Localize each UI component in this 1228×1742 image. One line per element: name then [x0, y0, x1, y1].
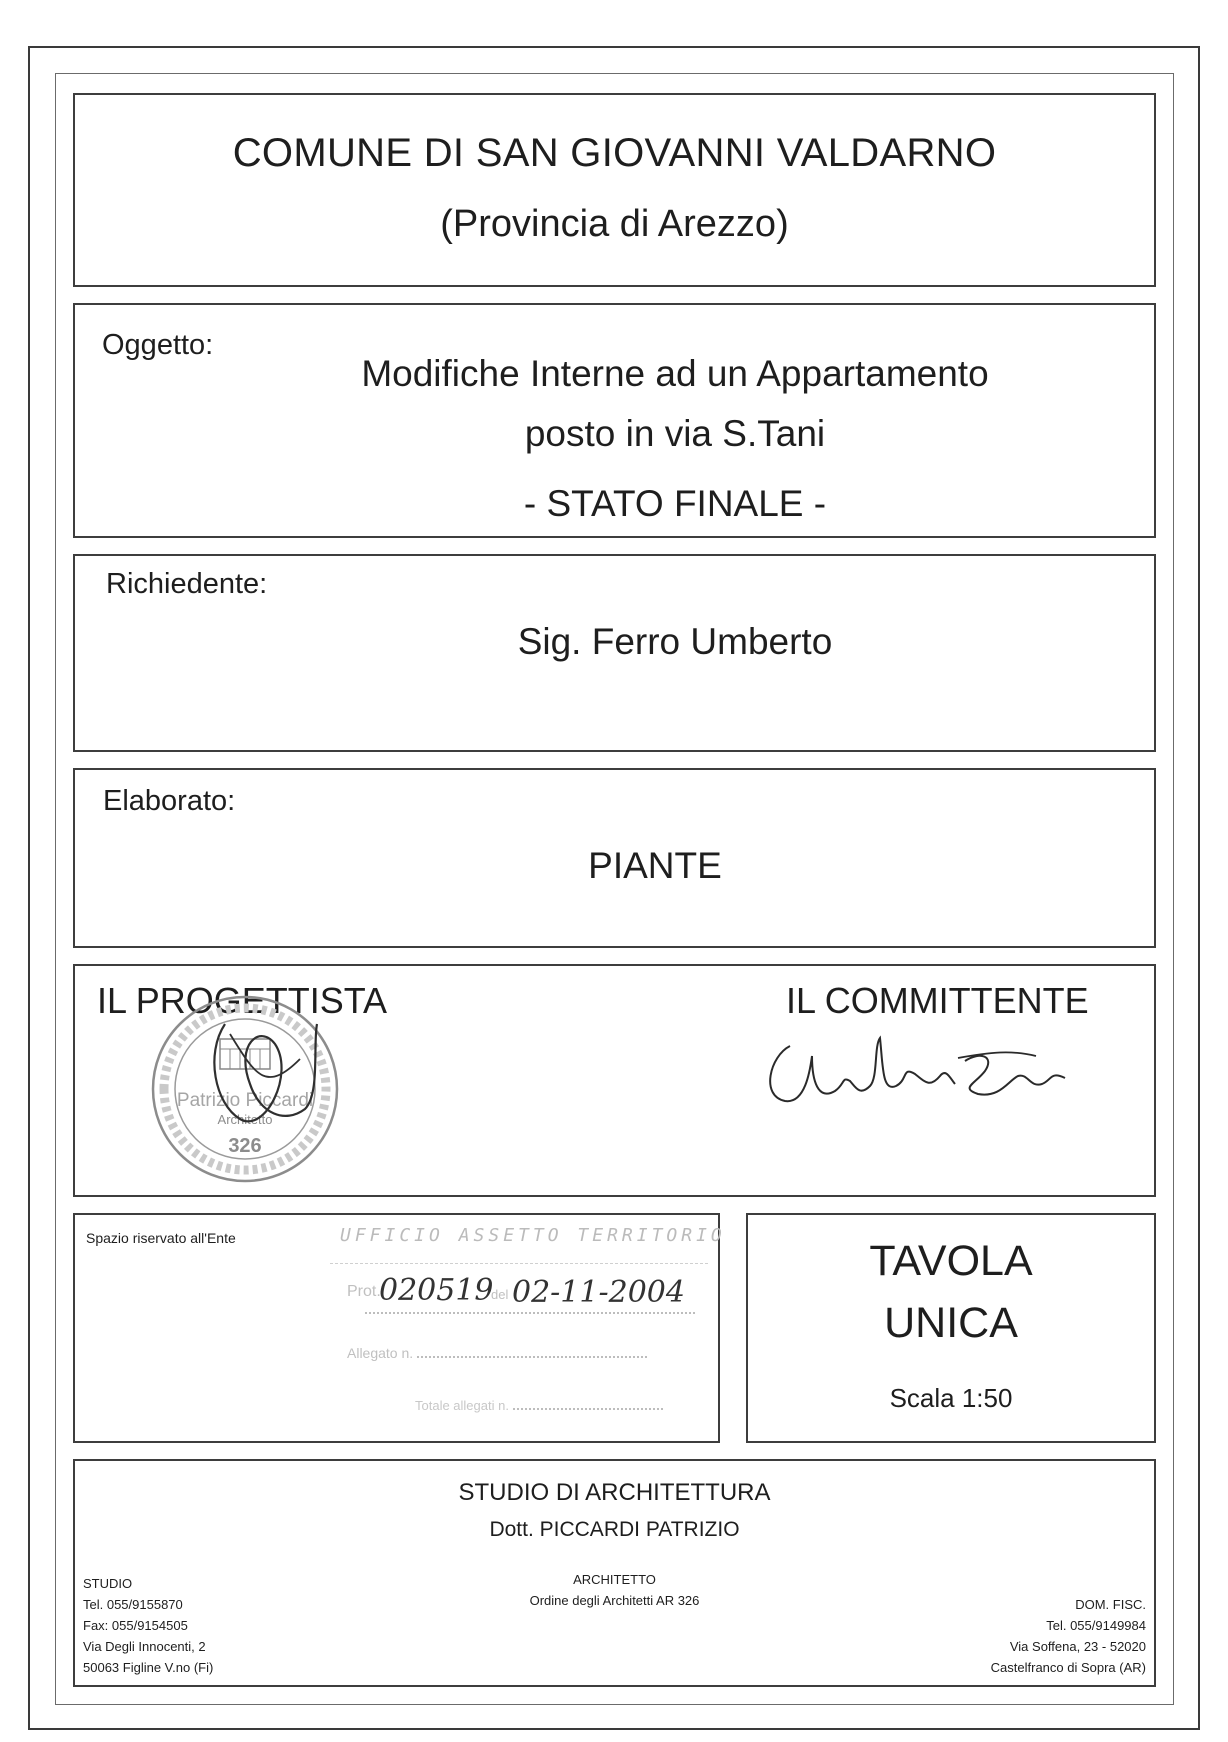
- stamp-totale-label: Totale allegati n.: [415, 1398, 509, 1413]
- header-box: [73, 93, 1156, 287]
- stamp-allegato-dots: [417, 1356, 647, 1358]
- ente-label: Spazio riservato all'Ente: [86, 1230, 236, 1246]
- studio-name: Dott. PICCARDI PATRIZIO: [489, 1518, 740, 1541]
- oggetto-status: - STATO FINALE -: [523, 483, 827, 524]
- ente-box: [73, 1213, 726, 1443]
- studio-role: ARCHITETTO: [573, 1572, 656, 1587]
- studio-right-tel: Tel. 055/9149984: [1046, 1618, 1146, 1633]
- studio-right-heading: DOM. FISC.: [1075, 1597, 1146, 1612]
- studio-title: STUDIO DI ARCHITETTURA: [458, 1479, 771, 1506]
- stamp-heading: UFFICIO ASSETTO TERRITORIO: [340, 1225, 726, 1246]
- tavola-scala: Scala 1:50: [889, 1383, 1013, 1413]
- studio-left-fax: Fax: 055/9154505: [83, 1618, 188, 1633]
- studio-right-address: Via Soffena, 23 - 52020: [1009, 1639, 1146, 1654]
- provincia-subtitle: (Provincia di Arezzo): [440, 203, 789, 245]
- studio-left-address: Via Degli Innocenti, 2: [83, 1639, 206, 1654]
- stamp-totale: [415, 1398, 663, 1413]
- oggetto-label: Oggetto:: [102, 329, 214, 361]
- richiedente-box: [73, 554, 1156, 752]
- oggetto-line2: posto in via S.Tani: [524, 413, 826, 454]
- studio-left-heading: STUDIO: [83, 1576, 133, 1591]
- studio-left-block: [83, 1573, 213, 1678]
- studio-right-block: [991, 1594, 1146, 1678]
- stamp-prot-number: 020519: [379, 1273, 494, 1308]
- svg-text:326: 326: [228, 1135, 262, 1157]
- architect-seal-icon: [135, 984, 375, 1194]
- studio-left-tel: Tel. 055/9155870: [83, 1597, 183, 1612]
- stamp-prot-line: [365, 1312, 695, 1314]
- richiedente-label: Richiedente:: [106, 568, 268, 600]
- stamp-date: 02-11-2004: [512, 1275, 685, 1310]
- stamp-allegato: [347, 1345, 647, 1361]
- stamp-totale-dots: [513, 1408, 663, 1410]
- studio-box: [73, 1459, 1156, 1687]
- studio-right-city: Castelfranco di Sopra (AR): [990, 1660, 1146, 1675]
- stamp-del-label: del: [491, 1287, 509, 1302]
- studio-ordine: Ordine degli Architetti AR 326: [529, 1593, 700, 1608]
- oggetto-line1: Modifiche Interne ad un Appartamento: [361, 353, 989, 394]
- firme-box: [73, 964, 1156, 1197]
- comune-title: COMUNE DI SAN GIOVANNI VALDARNO: [232, 131, 997, 175]
- tavola-line2: UNICA: [884, 1299, 1018, 1347]
- svg-text:Patrizio Piccardi: Patrizio Piccardi: [176, 1090, 314, 1111]
- richiedente-value: Sig. Ferro Umberto: [517, 621, 833, 662]
- svg-text:Architetto: Architetto: [217, 1112, 273, 1127]
- tavola-line1: TAVOLA: [869, 1237, 1033, 1285]
- committente-signature-icon: [750, 1026, 1080, 1121]
- stamp-allegato-label: Allegato n.: [347, 1345, 414, 1361]
- committente-label: IL COMMITTENTE: [786, 980, 1089, 1021]
- progettista-label: IL PROGETTISTA: [97, 980, 388, 1021]
- stamp-prot-prefix: Prot.: [347, 1283, 381, 1300]
- oggetto-box: [73, 303, 1156, 538]
- studio-left-city: 50063 Figline V.no (Fi): [83, 1660, 214, 1675]
- elaborato-box: [73, 768, 1156, 948]
- stamp-divider: [330, 1263, 708, 1264]
- elaborato-label: Elaborato:: [103, 785, 236, 817]
- elaborato-value: PIANTE: [588, 845, 722, 886]
- tavola-box: [746, 1213, 1156, 1443]
